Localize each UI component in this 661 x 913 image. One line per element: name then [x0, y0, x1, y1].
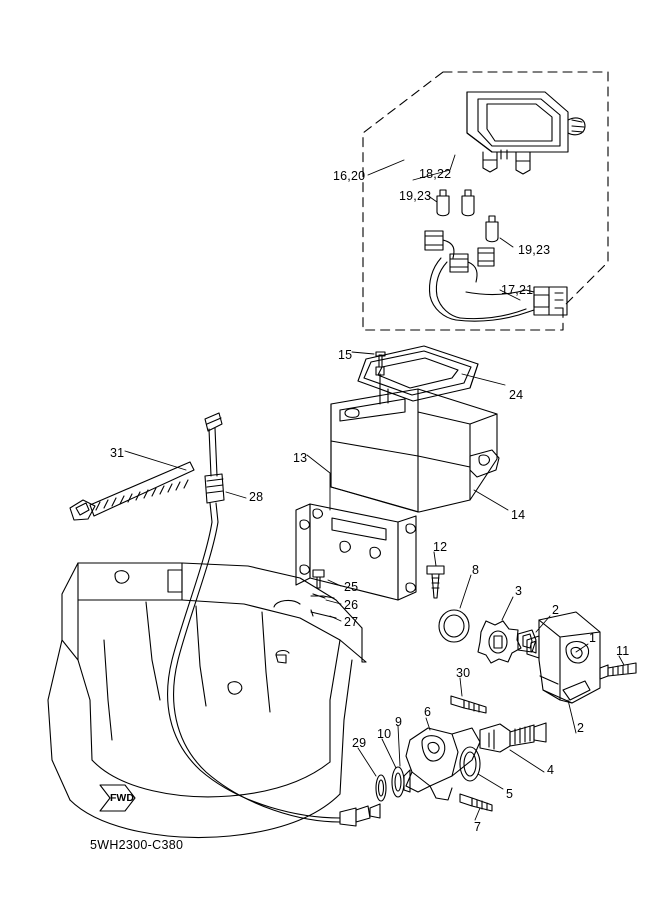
callout-19-23-lower: 19,23 [518, 243, 551, 257]
callout-26: 26 [344, 598, 359, 612]
diagram-part-code: 5WH2300-C380 [90, 838, 184, 852]
driven-shaft-4 [480, 723, 546, 752]
callout-6: 6 [424, 705, 432, 719]
bullet-connectors [437, 190, 498, 242]
callout-5: 5 [506, 787, 514, 801]
callout-31: 31 [110, 446, 125, 460]
gear-housing-6 [406, 728, 480, 800]
callout-29: 29 [352, 736, 367, 750]
callout-2-upper: 2 [552, 603, 560, 617]
callout-25: 25 [344, 580, 359, 594]
frame-chassis [48, 563, 366, 838]
callout-17-21: 17,21 [501, 283, 534, 297]
callout-27: 27 [344, 615, 359, 629]
callout-10: 10 [377, 727, 392, 741]
screws-25-26-27 [311, 570, 336, 618]
callout-12: 12 [433, 540, 448, 554]
callout-19-23-upper: 19,23 [399, 189, 432, 203]
bolt-12 [427, 566, 444, 598]
fwd-arrow-label: FWD [110, 792, 134, 804]
callout-18-22: 18,22 [419, 167, 452, 181]
callout-11: 11 [616, 644, 630, 658]
bolt-30 [451, 696, 486, 713]
callout-15: 15 [338, 348, 353, 362]
bolt-11 [600, 663, 636, 679]
sensor-unit-16-20 [467, 92, 585, 174]
callout-16-20: 16,20 [333, 169, 366, 183]
cable-band-31 [70, 462, 194, 520]
callout-2-lower: 2 [577, 721, 585, 735]
callout-14: 14 [511, 508, 526, 522]
o-ring-8 [439, 610, 469, 642]
callout-24: 24 [509, 388, 524, 402]
callout-13: 13 [293, 451, 308, 465]
callout-7: 7 [474, 820, 482, 834]
callout-30: 30 [456, 666, 471, 680]
callout-8: 8 [472, 563, 480, 577]
o-ring-5 [460, 747, 480, 781]
sensor-housing-1 [527, 612, 600, 703]
bolt-7 [460, 794, 492, 811]
washers-29-10-9 [376, 767, 410, 801]
callout-4: 4 [547, 763, 555, 777]
callout-3: 3 [515, 584, 523, 598]
callout-9: 9 [395, 715, 403, 729]
callout-28: 28 [249, 490, 264, 504]
callout-1: 1 [589, 631, 597, 645]
